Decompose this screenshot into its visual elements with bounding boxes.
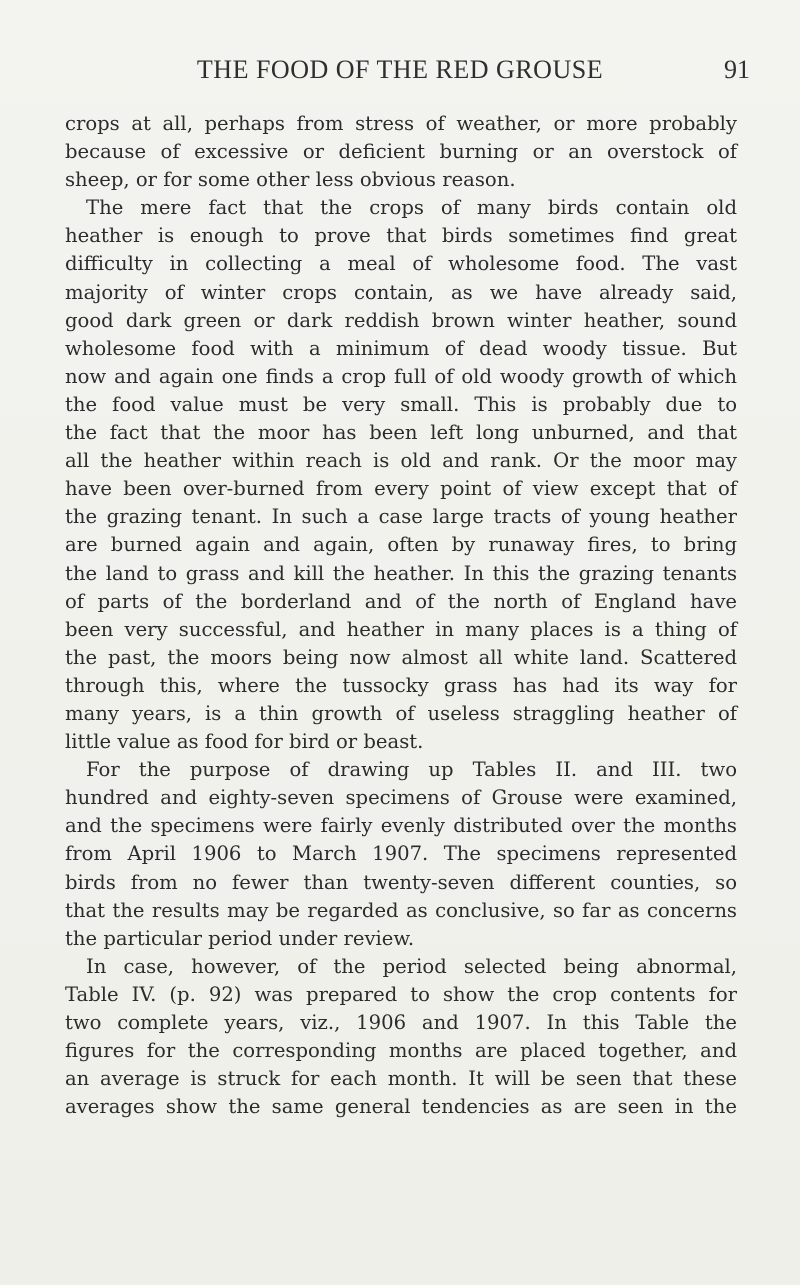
text-line: been very successful, and heather in many places is a thing of xyxy=(65,617,737,641)
text-line: crops at all, perhaps from stress of weather, or more probably xyxy=(65,112,737,135)
text-line: are burned again and again, often by runaway fires, to bring xyxy=(65,533,737,557)
text-line: from April 1906 to March 1907. The specimens represented xyxy=(65,842,737,866)
text-line: all the heather within reach is old and rank. Or the moor may xyxy=(65,449,737,473)
text-line: little value as food for bird or beast. xyxy=(65,730,424,754)
text-line: good dark green or dark reddish brown winter heather, sound xyxy=(65,308,737,332)
text-line: have been over-burned from every point of view except that of xyxy=(65,477,737,501)
text-line: heather is enough to prove that birds sometimes find great xyxy=(65,224,737,248)
text-line: of parts of the borderland and of the north of England have xyxy=(65,589,737,613)
text-line: the past, the moors being now almost all white land. Scattered xyxy=(65,645,737,669)
running-head: THE FOOD OF THE RED GROUSE xyxy=(196,55,604,84)
text-line: majority of winter crops contain, as we have already said, xyxy=(65,280,737,304)
text-line: that the results may be regarded as conclusive, so far as concerns xyxy=(65,898,737,922)
text-line: For the purpose of drawing up Tables II. and III. two xyxy=(86,758,737,782)
text-line: many years, is a thin growth of useless straggling heather of xyxy=(65,701,737,725)
text-line: wholesome food with a minimum of dead woody tissue. But xyxy=(65,336,737,360)
text-line: the land to grass and kill the heather. In this the grazing tenants xyxy=(65,561,737,585)
text-line: figures for the corresponding months are placed together, and xyxy=(65,1039,737,1063)
text-line: the fact that the moor has been left long unburned, and that xyxy=(65,421,737,445)
text-line: averages show the same general tendencies as are seen in the xyxy=(65,1095,737,1119)
body-text xyxy=(65,110,737,1121)
text-line: the particular period under review. xyxy=(65,926,415,950)
text-line: the food value must be very small. This is probably due to xyxy=(65,392,737,416)
text-line: sheep, or for some other less obvious reason. xyxy=(65,168,516,192)
text-line: birds from no fewer than twenty-seven different counties, so xyxy=(65,870,737,894)
text-line: an average is struck for each month. It will be seen that these xyxy=(65,1067,737,1091)
text-line: In case, however, of the period selected being abnormal, xyxy=(86,954,737,978)
text-line: because of excessive or deficient burning or an overstock of xyxy=(65,140,737,164)
text-line: The mere fact that the crops of many birds contain old xyxy=(86,196,737,220)
text-line: two complete years, viz., 1906 and 1907. In this Table the xyxy=(65,1011,737,1034)
text-line: difficulty in collecting a meal of wholesome food. The vast xyxy=(65,252,737,276)
text-line: and the specimens were fairly evenly distributed over the months xyxy=(65,814,737,838)
text-line: hundred and eighty-seven specimens of Grouse were examined, xyxy=(65,786,737,810)
text-line: the grazing tenant. In such a case large tracts of young heather xyxy=(65,505,737,529)
text-line: through this, where the tussocky grass has had its way for xyxy=(65,673,737,697)
text-line: Table IV. (p. 92) was prepared to show the crop contents for xyxy=(65,982,737,1006)
text-line: now and again one finds a crop full of old woody growth of which xyxy=(65,364,737,388)
page-number: 91 xyxy=(724,55,750,84)
